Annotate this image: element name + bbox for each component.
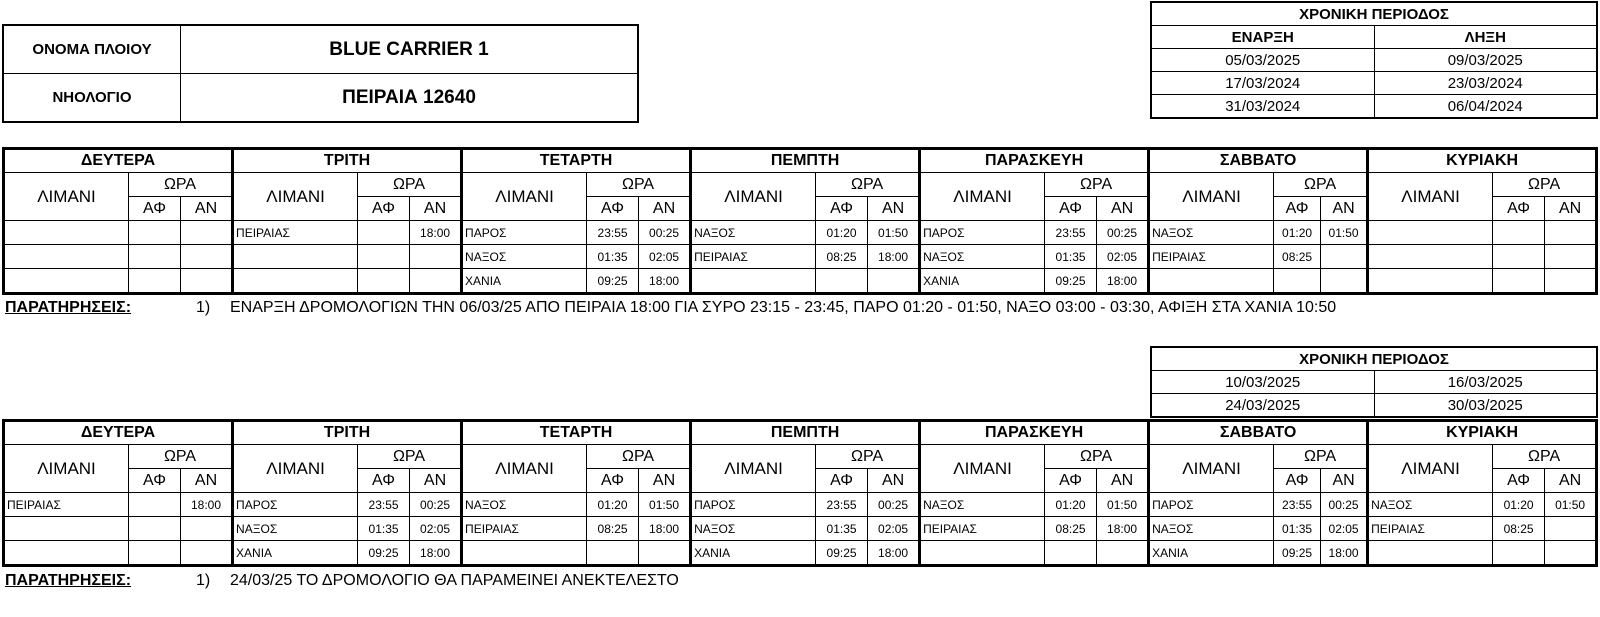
arrival-header: ΑΝ	[1321, 197, 1368, 221]
ship-name-label: ΟΝΟΜΑ ΠΛΟΙΟΥ	[3, 25, 181, 74]
port-cell: ΠΕΙΡΑΙΑΣ	[4, 493, 129, 517]
departure-time	[1493, 245, 1545, 269]
port-cell	[1368, 221, 1493, 245]
port-cell	[4, 517, 129, 541]
period-end: 06/04/2024	[1374, 95, 1597, 119]
departure-header: ΑΦ	[129, 197, 181, 221]
period-title: ΧΡΟΝΙΚΗ ΠΕΡΙΟΔΟΣ	[1151, 347, 1597, 371]
arrival-time: 00:25	[868, 493, 920, 517]
time-header: ΩΡΑ	[129, 445, 233, 469]
arrival-header: ΑΝ	[410, 197, 462, 221]
remark-number: 1)	[196, 299, 211, 316]
port-header: ΛΙΜΑΝΙ	[1149, 445, 1274, 493]
time-header: ΩΡΑ	[358, 445, 462, 469]
departure-header: ΑΦ	[129, 469, 181, 493]
port-cell: ΠΕΙΡΑΙΑΣ	[462, 517, 587, 541]
table-row	[4, 245, 1597, 269]
arrival-header: ΑΝ	[181, 197, 233, 221]
remarks-2	[5, 572, 679, 590]
arrival-header: ΑΝ	[1097, 469, 1149, 493]
remark-text: ΕΝΑΡΞΗ ΔΡΟΜΟΛΟΓΙΩΝ ΤΗΝ 06/03/25 ΑΠΟ ΠΕΙΡΑΙΑ 18:00 ΓΙΑ ΣΥΡΟ 23:15 - 23:45, ΠΑΡΟ 01:20 - 01:50, ΝΑΞΟ 03:00 - 03:30, ΑΦΙΞΗ ΣΤΑ ΧΑΝΙΑ 10:50	[230, 299, 1337, 316]
arrival-time	[1321, 245, 1368, 269]
day-header: ΠΑΡΑΣΚΕΥΗ	[920, 149, 1149, 173]
table-row	[4, 541, 1597, 566]
departure-time	[1493, 541, 1545, 566]
departure-time: 08:25	[1493, 517, 1545, 541]
arrival-time: 00:25	[1097, 221, 1149, 245]
day-header: ΔΕΥΤΕΡΑ	[4, 421, 233, 445]
port-cell: ΠΕΙΡΑΙΑΣ	[920, 517, 1045, 541]
day-header: ΚΥΡΙΑΚΗ	[1368, 421, 1597, 445]
registry-value: ΠΕΙΡΑΙΑ 12640	[181, 74, 639, 123]
departure-time: 01:35	[1045, 245, 1097, 269]
port-header: ΛΙΜΑΝΙ	[462, 445, 587, 493]
ship-info-table	[2, 24, 639, 123]
departure-time	[358, 221, 410, 245]
port-cell: ΝΑΞΟΣ	[462, 493, 587, 517]
arrival-time	[1545, 541, 1597, 566]
port-header: ΛΙΜΑΝΙ	[1149, 173, 1274, 221]
port-cell: ΧΑΝΙΑ	[1149, 541, 1274, 566]
arrival-time: 01:50	[639, 493, 691, 517]
time-header: ΩΡΑ	[1493, 173, 1597, 197]
arrival-time: 18:00	[868, 541, 920, 566]
departure-header: ΑΦ	[358, 469, 410, 493]
arrival-time: 02:05	[639, 245, 691, 269]
port-header: ΛΙΜΑΝΙ	[462, 173, 587, 221]
port-cell: ΠΑΡΟΣ	[233, 493, 358, 517]
arrival-time: 18:00	[1097, 269, 1149, 294]
departure-time	[129, 221, 181, 245]
departure-time	[129, 541, 181, 566]
departure-time: 01:20	[587, 493, 639, 517]
time-header: ΩΡΑ	[587, 445, 691, 469]
arrival-time	[1545, 517, 1597, 541]
port-cell: ΠΑΡΟΣ	[462, 221, 587, 245]
arrival-time	[181, 269, 233, 294]
port-cell	[4, 221, 129, 245]
departure-time: 01:20	[1493, 493, 1545, 517]
port-cell	[1368, 541, 1493, 566]
arrival-header: ΑΝ	[1545, 469, 1597, 493]
arrival-header: ΑΝ	[868, 197, 920, 221]
arrival-time: 02:05	[1321, 517, 1368, 541]
port-cell	[4, 541, 129, 566]
table-row	[4, 493, 1597, 517]
port-cell: ΧΑΝΙΑ	[691, 541, 816, 566]
arrival-time: 00:25	[1321, 493, 1368, 517]
port-header: ΛΙΜΑΝΙ	[4, 445, 129, 493]
arrival-time: 18:00	[639, 269, 691, 294]
departure-time: 09:25	[816, 541, 868, 566]
arrival-header: ΑΝ	[639, 197, 691, 221]
port-cell: ΠΑΡΟΣ	[1149, 493, 1274, 517]
time-header: ΩΡΑ	[1274, 445, 1368, 469]
port-cell: ΧΑΝΙΑ	[233, 541, 358, 566]
port-header: ΛΙΜΑΝΙ	[691, 445, 816, 493]
port-header: ΛΙΜΑΝΙ	[1368, 445, 1493, 493]
arrival-time: 18:00	[181, 493, 233, 517]
arrival-time	[181, 517, 233, 541]
departure-time: 09:25	[1274, 541, 1321, 566]
port-header: ΛΙΜΑΝΙ	[4, 173, 129, 221]
departure-header: ΑΦ	[1493, 197, 1545, 221]
day-header: ΠΕΜΠΤΗ	[691, 149, 920, 173]
period-end: 30/03/2025	[1374, 394, 1597, 418]
period-end-header: ΛΗΞΗ	[1374, 26, 1597, 49]
departure-time	[129, 517, 181, 541]
schedule-table-1	[2, 147, 1598, 295]
arrival-header: ΑΝ	[181, 469, 233, 493]
departure-header: ΑΦ	[816, 469, 868, 493]
arrival-header: ΑΝ	[639, 469, 691, 493]
port-cell: ΝΑΞΟΣ	[233, 517, 358, 541]
departure-time: 23:55	[1045, 221, 1097, 245]
day-header: ΤΕΤΑΡΤΗ	[462, 149, 691, 173]
arrival-time: 01:50	[868, 221, 920, 245]
period-start: 31/03/2024	[1151, 95, 1374, 119]
departure-time: 23:55	[587, 221, 639, 245]
departure-header: ΑΦ	[1274, 197, 1321, 221]
port-cell	[1368, 245, 1493, 269]
arrival-time	[639, 541, 691, 566]
departure-time: 08:25	[816, 245, 868, 269]
port-cell: ΠΕΙΡΑΙΑΣ	[691, 245, 816, 269]
time-header: ΩΡΑ	[358, 173, 462, 197]
departure-time	[1274, 269, 1321, 294]
port-cell	[1149, 269, 1274, 294]
departure-time: 09:25	[358, 541, 410, 566]
arrival-header: ΑΝ	[1545, 197, 1597, 221]
port-header: ΛΙΜΑΝΙ	[1368, 173, 1493, 221]
schedule-table-2	[2, 419, 1598, 567]
day-header: ΚΥΡΙΑΚΗ	[1368, 149, 1597, 173]
port-header: ΛΙΜΑΝΙ	[233, 445, 358, 493]
arrival-time	[1097, 541, 1149, 566]
departure-time	[816, 269, 868, 294]
port-cell	[462, 541, 587, 566]
day-header: ΠΑΡΑΣΚΕΥΗ	[920, 421, 1149, 445]
arrival-time: 02:05	[868, 517, 920, 541]
port-cell	[691, 269, 816, 294]
day-header: ΠΕΜΠΤΗ	[691, 421, 920, 445]
arrival-header: ΑΝ	[1321, 469, 1368, 493]
arrival-time	[1321, 269, 1368, 294]
arrival-time	[181, 245, 233, 269]
departure-header: ΑΦ	[1045, 197, 1097, 221]
period-title: ΧΡΟΝΙΚΗ ΠΕΡΙΟΔΟΣ	[1151, 2, 1597, 26]
period-start: 24/03/2025	[1151, 394, 1374, 418]
port-cell: ΧΑΝΙΑ	[462, 269, 587, 294]
arrival-time: 01:50	[1321, 221, 1368, 245]
arrival-time: 02:05	[410, 517, 462, 541]
period-start-header: ΕΝΑΡΞΗ	[1151, 26, 1374, 49]
arrival-time	[181, 221, 233, 245]
time-header: ΩΡΑ	[816, 173, 920, 197]
arrival-header: ΑΝ	[1097, 197, 1149, 221]
departure-header: ΑΦ	[816, 197, 868, 221]
departure-time	[129, 493, 181, 517]
table-row	[4, 517, 1597, 541]
port-cell: ΠΑΡΟΣ	[691, 493, 816, 517]
registry-label: ΝΗΟΛΟΓΙΟ	[3, 74, 181, 123]
remark-number: 1)	[196, 572, 211, 589]
period-start: 10/03/2025	[1151, 371, 1374, 394]
port-cell: ΝΑΞΟΣ	[1149, 221, 1274, 245]
arrival-time	[1545, 221, 1597, 245]
departure-time	[129, 245, 181, 269]
period-end: 23/03/2024	[1374, 72, 1597, 95]
period-end: 16/03/2025	[1374, 371, 1597, 394]
period-end: 09/03/2025	[1374, 49, 1597, 72]
port-cell: ΝΑΞΟΣ	[1368, 493, 1493, 517]
port-cell	[233, 269, 358, 294]
arrival-time: 00:25	[410, 493, 462, 517]
remarks-label: ΠΑΡΑΤΗΡΗΣΕΙΣ:	[5, 299, 132, 316]
remarks-label: ΠΑΡΑΤΗΡΗΣΕΙΣ:	[5, 572, 132, 589]
period-start: 17/03/2024	[1151, 72, 1374, 95]
arrival-time: 01:50	[1097, 493, 1149, 517]
arrival-time	[1545, 269, 1597, 294]
arrival-time: 18:00	[868, 245, 920, 269]
departure-time	[129, 269, 181, 294]
departure-header: ΑΦ	[587, 197, 639, 221]
port-header: ΛΙΜΑΝΙ	[691, 173, 816, 221]
port-cell: ΝΑΞΟΣ	[462, 245, 587, 269]
day-header: ΤΡΙΤΗ	[233, 149, 462, 173]
departure-time: 23:55	[816, 493, 868, 517]
arrival-time: 00:25	[639, 221, 691, 245]
day-header: ΤΕΤΑΡΤΗ	[462, 421, 691, 445]
port-cell	[233, 245, 358, 269]
departure-time: 01:35	[587, 245, 639, 269]
port-cell: ΝΑΞΟΣ	[920, 245, 1045, 269]
arrival-time: 18:00	[1097, 517, 1149, 541]
table-row	[4, 221, 1597, 245]
departure-header: ΑΦ	[1274, 469, 1321, 493]
departure-time	[1493, 269, 1545, 294]
departure-time	[1045, 541, 1097, 566]
arrival-time	[410, 245, 462, 269]
departure-header: ΑΦ	[1493, 469, 1545, 493]
port-cell: ΠΑΡΟΣ	[920, 221, 1045, 245]
departure-time: 01:35	[816, 517, 868, 541]
departure-time: 08:25	[1274, 245, 1321, 269]
arrival-time: 18:00	[410, 221, 462, 245]
port-cell	[4, 245, 129, 269]
port-cell: ΝΑΞΟΣ	[920, 493, 1045, 517]
port-cell: ΠΕΙΡΑΙΑΣ	[1149, 245, 1274, 269]
arrival-header: ΑΝ	[410, 469, 462, 493]
day-header: ΔΕΥΤΕΡΑ	[4, 149, 233, 173]
time-header: ΩΡΑ	[1274, 173, 1368, 197]
day-header: ΤΡΙΤΗ	[233, 421, 462, 445]
time-header: ΩΡΑ	[587, 173, 691, 197]
port-cell: ΠΕΙΡΑΙΑΣ	[233, 221, 358, 245]
day-header: ΣΑΒΒΑΤΟ	[1149, 149, 1368, 173]
arrival-time: 18:00	[410, 541, 462, 566]
arrival-header: ΑΝ	[868, 469, 920, 493]
departure-header: ΑΦ	[358, 197, 410, 221]
remark-text: 24/03/25 ΤΟ ΔΡΟΜΟΛΟΓΙΟ ΘΑ ΠΑΡΑΜΕΙΝΕΙ ΑΝΕΚΤΕΛΕΣΤΟ	[230, 572, 679, 589]
departure-time: 08:25	[1045, 517, 1097, 541]
departure-header: ΑΦ	[1045, 469, 1097, 493]
arrival-time: 18:00	[639, 517, 691, 541]
period-table-1	[1150, 1, 1598, 119]
departure-time: 23:55	[1274, 493, 1321, 517]
departure-time: 01:20	[816, 221, 868, 245]
port-cell	[920, 541, 1045, 566]
arrival-time: 18:00	[1321, 541, 1368, 566]
port-cell	[4, 269, 129, 294]
table-row	[4, 269, 1597, 294]
arrival-time	[868, 269, 920, 294]
departure-time: 09:25	[587, 269, 639, 294]
time-header: ΩΡΑ	[129, 173, 233, 197]
arrival-time	[1545, 245, 1597, 269]
departure-header: ΑΦ	[587, 469, 639, 493]
time-header: ΩΡΑ	[1045, 173, 1149, 197]
time-header: ΩΡΑ	[1045, 445, 1149, 469]
port-cell: ΠΕΙΡΑΙΑΣ	[1368, 517, 1493, 541]
departure-time: 09:25	[1045, 269, 1097, 294]
port-cell	[1368, 269, 1493, 294]
departure-time: 01:35	[1274, 517, 1321, 541]
time-header: ΩΡΑ	[816, 445, 920, 469]
port-cell: ΧΑΝΙΑ	[920, 269, 1045, 294]
period-start: 05/03/2025	[1151, 49, 1374, 72]
departure-time	[358, 269, 410, 294]
departure-time: 01:35	[358, 517, 410, 541]
departure-time	[358, 245, 410, 269]
departure-time: 08:25	[587, 517, 639, 541]
period-table-2	[1150, 346, 1598, 418]
port-cell: ΝΑΞΟΣ	[1149, 517, 1274, 541]
arrival-time: 02:05	[1097, 245, 1149, 269]
departure-time: 01:20	[1045, 493, 1097, 517]
port-header: ΛΙΜΑΝΙ	[920, 173, 1045, 221]
port-header: ΛΙΜΑΝΙ	[233, 173, 358, 221]
departure-time	[1493, 221, 1545, 245]
day-header: ΣΑΒΒΑΤΟ	[1149, 421, 1368, 445]
arrival-time	[410, 269, 462, 294]
departure-time: 23:55	[358, 493, 410, 517]
time-header: ΩΡΑ	[1493, 445, 1597, 469]
port-header: ΛΙΜΑΝΙ	[920, 445, 1045, 493]
port-cell: ΝΑΞΟΣ	[691, 517, 816, 541]
arrival-time: 01:50	[1545, 493, 1597, 517]
ship-name: BLUE CARRIER 1	[181, 25, 639, 74]
departure-time	[587, 541, 639, 566]
remarks-1	[5, 299, 1336, 317]
departure-time: 01:20	[1274, 221, 1321, 245]
arrival-time	[181, 541, 233, 566]
port-cell: ΝΑΞΟΣ	[691, 221, 816, 245]
